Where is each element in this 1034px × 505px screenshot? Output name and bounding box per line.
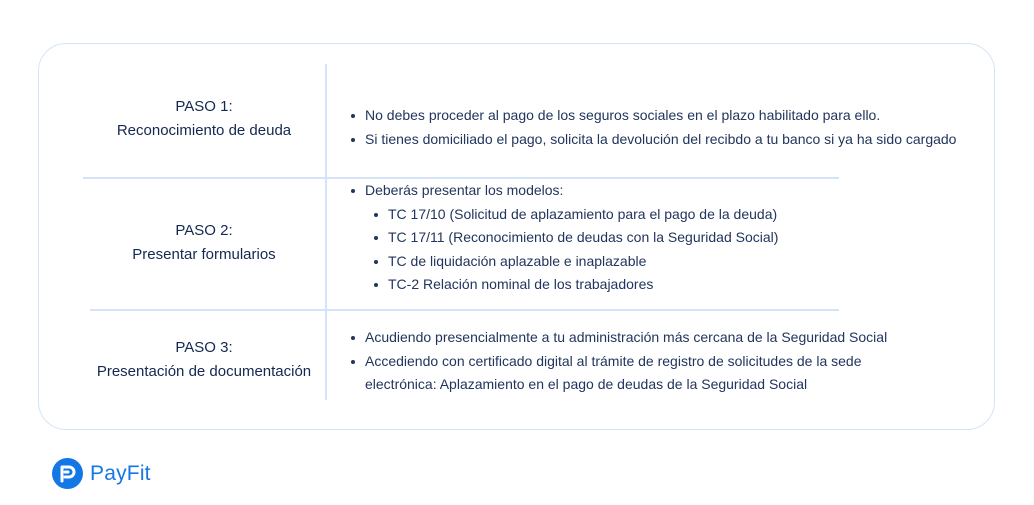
- list-item: Si tienes domiciliado el pago, solicita la devolución del recibdo a tu banco si ya ha sido cargado: [348, 128, 956, 152]
- step-1-title: Reconocimiento de deuda: [116, 122, 292, 139]
- step-3-title: Presentación de documentación: [96, 363, 312, 380]
- sub-list-item: TC 17/11 (Reconocimiento de deudas con la Seguridad Social): [348, 226, 778, 250]
- list-item: Accediendo con certificado digital al trámite de registro de solicitudes de la sede: [348, 350, 887, 374]
- list-item: Acudiendo presencialmente a tu administración más cercana de la Seguridad Social: [348, 326, 887, 350]
- step-3-heading: [82, 336, 326, 384]
- step-3-label: PASO 3:: [175, 339, 233, 356]
- step-1-label: PASO 1:: [175, 98, 233, 115]
- step-2-list: [348, 179, 778, 297]
- step-2-heading: [82, 219, 326, 267]
- sub-list-item: TC de liquidación aplazable e inaplazable: [348, 250, 778, 274]
- brand-logo: [52, 458, 151, 489]
- step-3-list: [348, 326, 887, 397]
- payfit-logo-icon: [52, 458, 83, 489]
- list-item-continuation: electrónica: Aplazamiento en el pago de deudas de la Seguridad Social: [365, 376, 808, 392]
- step-2-label: PASO 2:: [175, 222, 233, 239]
- step-2-title: Presentar formularios: [132, 246, 276, 263]
- step-1-list: [348, 104, 956, 151]
- step-1-heading: [82, 95, 326, 143]
- list-item: No debes proceder al pago de los seguros sociales en el plazo habilitado para ello.: [348, 104, 956, 128]
- brand-name: PayFit: [90, 461, 151, 485]
- sub-list-item: TC-2 Relación nominal de los trabajadores: [348, 273, 778, 297]
- sub-list-item: TC 17/10 (Solicitud de aplazamiento para el pago de la deuda): [348, 203, 778, 227]
- row-divider-2: [90, 309, 839, 311]
- list-item: Deberás presentar los modelos:: [348, 179, 778, 203]
